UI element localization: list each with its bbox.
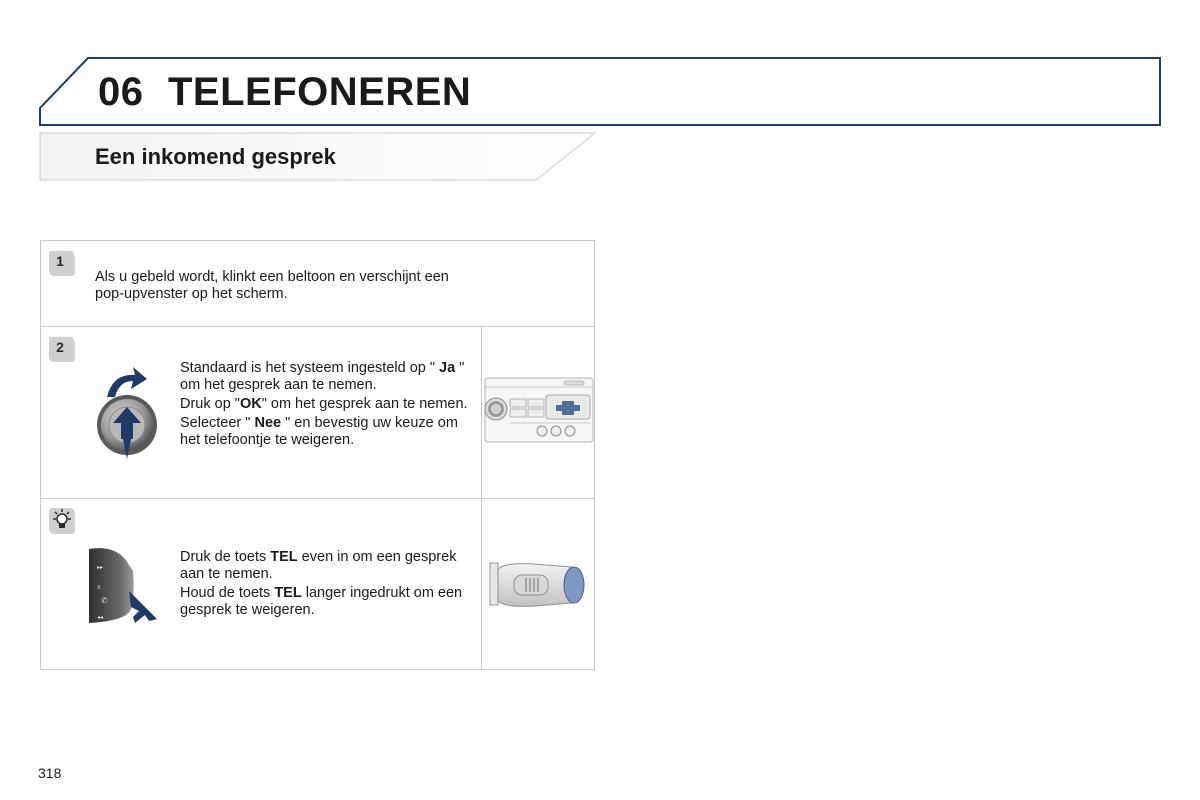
svg-text:◂◂: ◂◂	[97, 615, 104, 621]
tip-lightbulb-icon	[47, 506, 77, 536]
svg-text:≡: ≡	[97, 585, 101, 591]
section-title: Een inkomend gesprek	[95, 144, 336, 169]
tel-key-label: TEL	[274, 585, 302, 601]
tel-key-label: TEL	[270, 549, 298, 565]
step-3-text	[180, 549, 475, 621]
step-row-1	[41, 241, 594, 327]
tip-badge	[47, 506, 77, 536]
svg-text:▸▸: ▸▸	[97, 565, 104, 571]
chapter-header	[38, 56, 1162, 128]
chapter-title: TELEFONEREN	[168, 70, 472, 114]
step-1-text: Als u gebeld wordt, klinkt een beltoon en verschijnt een pop-upvenster op het scherm.	[95, 269, 449, 302]
section-banner	[39, 132, 599, 184]
steering-stalk-tel-icon	[87, 545, 161, 627]
step-2-paragraph: Standaard is het systeem ingesteld op " Ja " om het gesprek aan te nemen.	[180, 360, 465, 393]
step-row-2	[41, 327, 594, 499]
step-3-image-cell	[481, 499, 594, 669]
step-2-image-cell	[481, 327, 594, 498]
step-badge-1	[47, 248, 77, 278]
svg-text:✆: ✆	[101, 596, 108, 605]
step-number-2: 2	[56, 339, 64, 355]
step-3-paragraph: Houd de toets TEL langer ingedrukt om een gesprek te weigeren.	[180, 585, 463, 618]
step-2-paragraph: Selecteer " Nee " en bevestig uw keuze om het telefoontje te weigeren.	[180, 415, 458, 448]
steps-box	[40, 240, 595, 670]
ok-label: OK	[239, 396, 262, 412]
answer-yes-label: Ja	[439, 360, 456, 376]
step-badge-2	[47, 334, 77, 364]
step-2-text	[180, 360, 475, 451]
step-3-paragraph: Druk de toets TEL even in om een gesprek aan te nemen.	[180, 549, 457, 582]
radio-head-unit-icon	[484, 375, 594, 447]
decline-no-label: Nee	[254, 415, 282, 431]
step-number-1: 1	[56, 253, 64, 269]
steering-stalk-side-icon	[486, 557, 592, 613]
chapter-number: 06	[98, 70, 144, 114]
page-number: 318	[38, 765, 62, 781]
rotary-knob-push-icon	[93, 363, 165, 463]
step-row-3	[41, 499, 594, 669]
step-2-paragraph: Druk op "OK" om het gesprek aan te nemen.	[180, 396, 468, 412]
